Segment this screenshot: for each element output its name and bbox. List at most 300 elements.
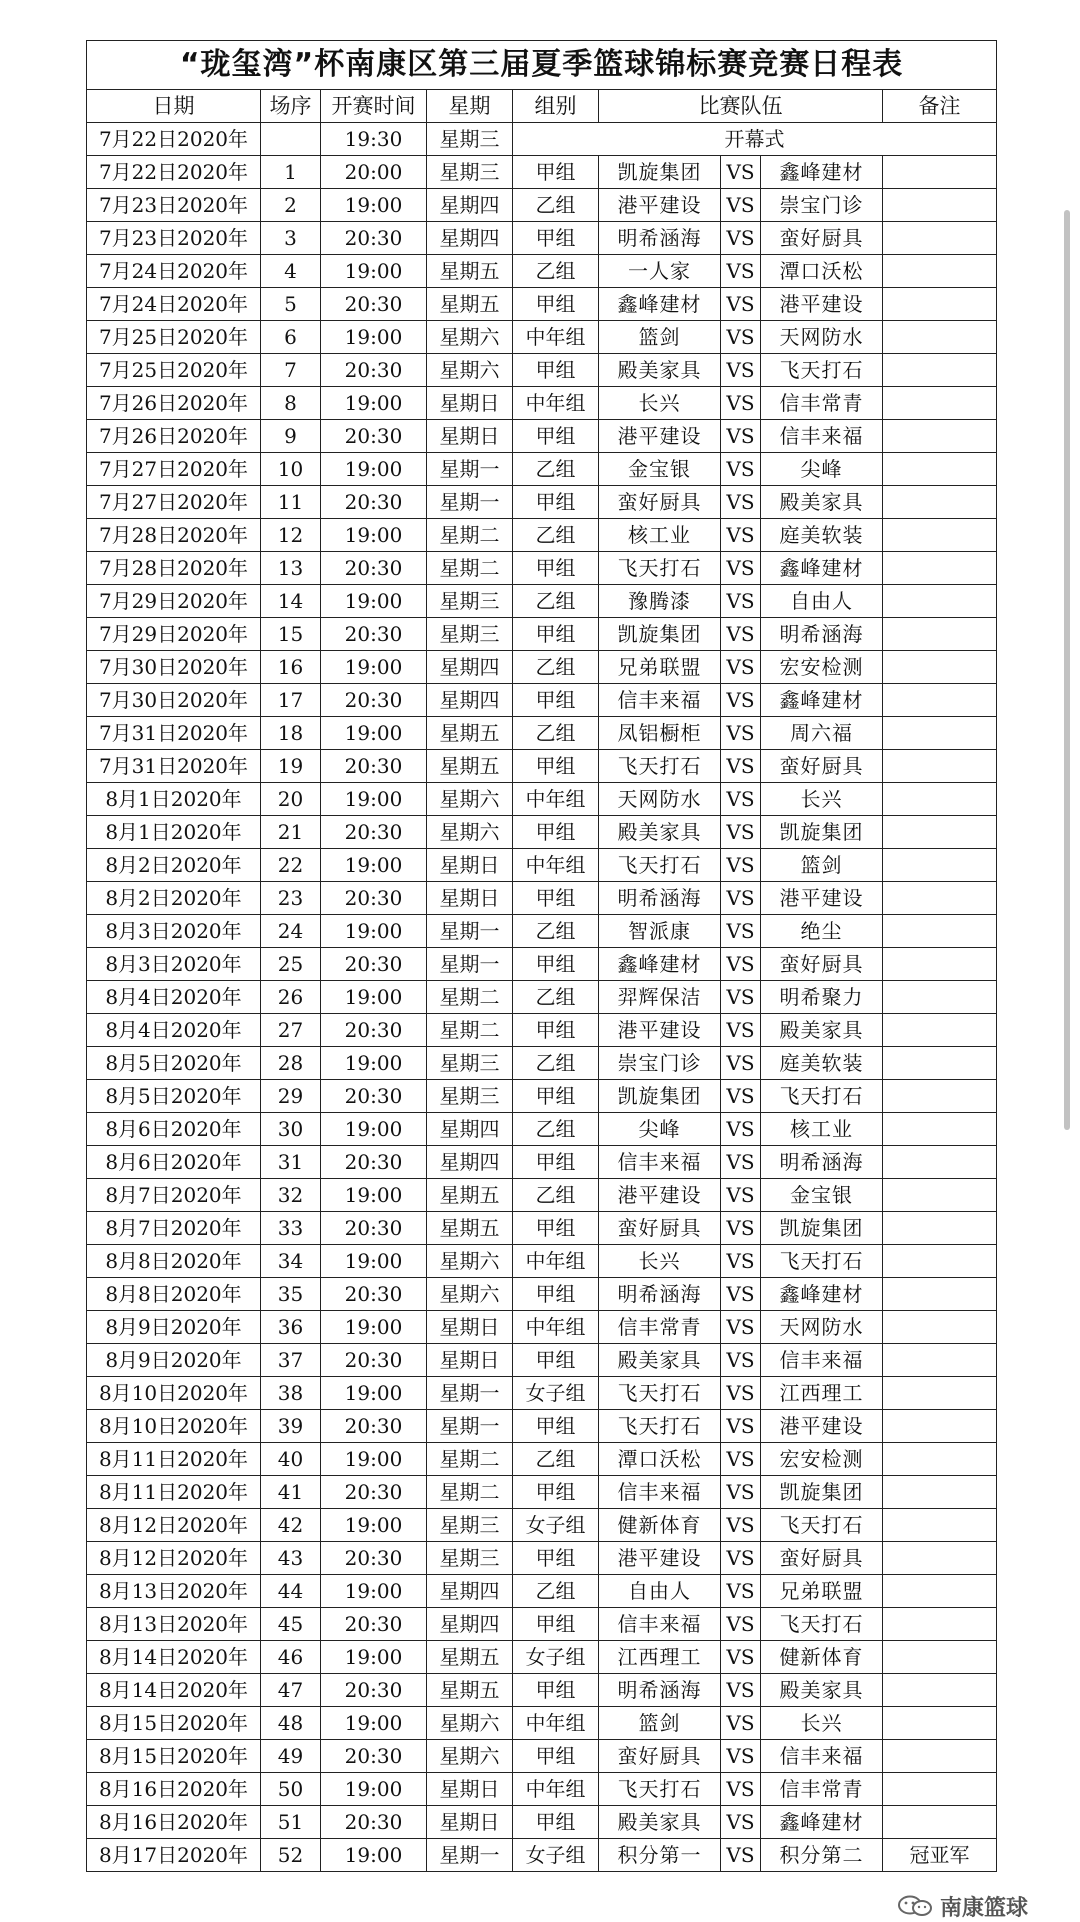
home-team: 兄弟联盟 [599, 651, 721, 684]
match-group: 中年组 [513, 321, 599, 354]
match-time: 19:00 [321, 585, 427, 618]
home-team: 飞天打石 [599, 1410, 721, 1443]
match-group: 甲组 [513, 222, 599, 255]
table-row [87, 1608, 997, 1641]
table-row [87, 222, 997, 255]
home-team: 鑫峰建材 [599, 948, 721, 981]
match-note [883, 1806, 997, 1839]
match-date: 7月29日2020年 [87, 585, 261, 618]
match-order: 40 [261, 1443, 321, 1476]
table-row [87, 717, 997, 750]
vs-label: VS [721, 156, 761, 189]
match-order: 47 [261, 1674, 321, 1707]
match-note [883, 1641, 997, 1674]
match-time: 19:00 [321, 651, 427, 684]
table-row [87, 1212, 997, 1245]
table-row [87, 420, 997, 453]
match-date: 7月29日2020年 [87, 618, 261, 651]
match-time: 20:30 [321, 222, 427, 255]
match-group: 甲组 [513, 156, 599, 189]
match-order: 21 [261, 816, 321, 849]
away-team: 信丰来福 [761, 1740, 883, 1773]
table-row [87, 1509, 997, 1542]
match-note [883, 585, 997, 618]
match-note [883, 420, 997, 453]
match-weekday: 星期四 [427, 651, 513, 684]
match-date: 8月16日2020年 [87, 1806, 261, 1839]
match-weekday: 星期四 [427, 1608, 513, 1641]
match-weekday: 星期五 [427, 1212, 513, 1245]
table-row [87, 1047, 997, 1080]
table-row [87, 849, 997, 882]
match-date: 8月5日2020年 [87, 1047, 261, 1080]
match-time: 19:00 [321, 1113, 427, 1146]
vs-label: VS [721, 1377, 761, 1410]
away-team: 宏安检测 [761, 1443, 883, 1476]
match-time: 19:00 [321, 321, 427, 354]
vs-label: VS [721, 1674, 761, 1707]
home-team: 信丰来福 [599, 1608, 721, 1641]
match-time: 19:00 [321, 849, 427, 882]
table-row [87, 1740, 997, 1773]
table-row [87, 552, 997, 585]
home-team: 凤铝橱柜 [599, 717, 721, 750]
match-order: 8 [261, 387, 321, 420]
match-group: 甲组 [513, 354, 599, 387]
match-group: 乙组 [513, 453, 599, 486]
match-time: 20:00 [321, 156, 427, 189]
table-row [87, 1014, 997, 1047]
match-weekday: 星期一 [427, 1410, 513, 1443]
scrollbar[interactable] [1064, 210, 1070, 1130]
match-weekday: 星期三 [427, 1542, 513, 1575]
home-team: 长兴 [599, 387, 721, 420]
away-team: 鑫峰建材 [761, 552, 883, 585]
match-weekday: 星期三 [427, 585, 513, 618]
vs-label: VS [721, 1047, 761, 1080]
home-team: 明希涵海 [599, 1674, 721, 1707]
match-group: 甲组 [513, 948, 599, 981]
match-weekday: 星期二 [427, 519, 513, 552]
match-date: 8月3日2020年 [87, 915, 261, 948]
match-group: 甲组 [513, 882, 599, 915]
match-order: 9 [261, 420, 321, 453]
table-row [87, 1443, 997, 1476]
table-row [87, 1641, 997, 1674]
home-team: 明希涵海 [599, 882, 721, 915]
vs-label: VS [721, 255, 761, 288]
away-team: 江西理工 [761, 1377, 883, 1410]
home-team: 港平建设 [599, 189, 721, 222]
match-date: 8月13日2020年 [87, 1608, 261, 1641]
match-time: 20:30 [321, 948, 427, 981]
match-note [883, 816, 997, 849]
table-row [87, 156, 997, 189]
page-title: “珑玺湾”杯南康区第三届夏季篮球锦标赛竞赛日程表 [87, 41, 997, 90]
vs-label: VS [721, 1773, 761, 1806]
away-team: 自由人 [761, 585, 883, 618]
match-weekday: 星期二 [427, 1443, 513, 1476]
match-weekday: 星期四 [427, 1575, 513, 1608]
opening-row [87, 123, 997, 156]
match-time: 19:00 [321, 1641, 427, 1674]
away-team: 飞天打石 [761, 1608, 883, 1641]
match-order: 18 [261, 717, 321, 750]
match-date: 8月14日2020年 [87, 1641, 261, 1674]
home-team: 信丰来福 [599, 684, 721, 717]
home-team: 飞天打石 [599, 1377, 721, 1410]
match-date: 8月9日2020年 [87, 1311, 261, 1344]
match-date: 7月26日2020年 [87, 387, 261, 420]
home-team: 豫腾漆 [599, 585, 721, 618]
vs-label: VS [721, 1410, 761, 1443]
away-team: 凯旋集团 [761, 816, 883, 849]
match-date: 7月26日2020年 [87, 420, 261, 453]
home-team: 长兴 [599, 1245, 721, 1278]
table-row [87, 453, 997, 486]
match-weekday: 星期五 [427, 288, 513, 321]
vs-label: VS [721, 981, 761, 1014]
match-note [883, 1278, 997, 1311]
vs-label: VS [721, 1014, 761, 1047]
match-time: 19:00 [321, 1179, 427, 1212]
match-time: 19:00 [321, 717, 427, 750]
match-time: 19:00 [321, 1839, 427, 1872]
home-team: 飞天打石 [599, 1773, 721, 1806]
away-team: 飞天打石 [761, 1509, 883, 1542]
match-group: 乙组 [513, 1047, 599, 1080]
match-note [883, 948, 997, 981]
match-order: 34 [261, 1245, 321, 1278]
vs-label: VS [721, 1113, 761, 1146]
home-team: 蛮好厨具 [599, 1740, 721, 1773]
match-order: 22 [261, 849, 321, 882]
match-date: 7月31日2020年 [87, 750, 261, 783]
table-row [87, 1575, 997, 1608]
match-note [883, 1080, 997, 1113]
match-weekday: 星期二 [427, 1014, 513, 1047]
table-row [87, 387, 997, 420]
match-group: 甲组 [513, 420, 599, 453]
home-team: 殿美家具 [599, 1806, 721, 1839]
table-row [87, 1245, 997, 1278]
away-team: 凯旋集团 [761, 1212, 883, 1245]
match-group: 甲组 [513, 1674, 599, 1707]
match-date: 8月8日2020年 [87, 1278, 261, 1311]
match-group: 甲组 [513, 1476, 599, 1509]
vs-label: VS [721, 387, 761, 420]
match-time: 19:00 [321, 1509, 427, 1542]
away-team: 蛮好厨具 [761, 750, 883, 783]
match-date: 8月3日2020年 [87, 948, 261, 981]
match-order: 24 [261, 915, 321, 948]
match-order: 2 [261, 189, 321, 222]
table-row [87, 1806, 997, 1839]
match-date: 7月30日2020年 [87, 684, 261, 717]
match-order: 6 [261, 321, 321, 354]
vs-label: VS [721, 420, 761, 453]
match-order: 28 [261, 1047, 321, 1080]
vs-label: VS [721, 189, 761, 222]
match-date: 7月22日2020年 [87, 156, 261, 189]
vs-label: VS [721, 684, 761, 717]
home-team: 崇宝门诊 [599, 1047, 721, 1080]
match-time: 20:30 [321, 684, 427, 717]
match-note [883, 915, 997, 948]
match-time: 19:00 [321, 1047, 427, 1080]
match-group: 甲组 [513, 1806, 599, 1839]
table-row [87, 1773, 997, 1806]
match-time: 19:00 [321, 915, 427, 948]
away-team: 港平建设 [761, 288, 883, 321]
match-order: 17 [261, 684, 321, 717]
match-group: 甲组 [513, 750, 599, 783]
home-team: 蛮好厨具 [599, 486, 721, 519]
away-team: 飞天打石 [761, 354, 883, 387]
table-row [87, 750, 997, 783]
match-order: 26 [261, 981, 321, 1014]
match-group: 中年组 [513, 387, 599, 420]
match-time: 20:30 [321, 354, 427, 387]
table-row [87, 1707, 997, 1740]
match-order: 52 [261, 1839, 321, 1872]
home-team: 港平建设 [599, 420, 721, 453]
match-date: 8月12日2020年 [87, 1542, 261, 1575]
vs-label: VS [721, 849, 761, 882]
away-team: 宏安检测 [761, 651, 883, 684]
away-team: 金宝银 [761, 1179, 883, 1212]
match-group: 乙组 [513, 1113, 599, 1146]
match-date: 8月7日2020年 [87, 1212, 261, 1245]
away-team: 尖峰 [761, 453, 883, 486]
match-time: 19:00 [321, 1707, 427, 1740]
match-note [883, 1179, 997, 1212]
match-group: 中年组 [513, 1773, 599, 1806]
match-time: 19:00 [321, 255, 427, 288]
match-order: 7 [261, 354, 321, 387]
match-weekday: 星期五 [427, 255, 513, 288]
match-group: 中年组 [513, 1245, 599, 1278]
match-weekday: 星期四 [427, 189, 513, 222]
match-date: 8月6日2020年 [87, 1113, 261, 1146]
table-row [87, 1146, 997, 1179]
table-row [87, 915, 997, 948]
header-note: 备注 [883, 90, 997, 123]
vs-label: VS [721, 1575, 761, 1608]
vs-label: VS [721, 1245, 761, 1278]
match-weekday: 星期三 [427, 1509, 513, 1542]
match-time: 20:30 [321, 1740, 427, 1773]
match-weekday: 星期三 [427, 156, 513, 189]
away-team: 殿美家具 [761, 1674, 883, 1707]
match-time: 20:30 [321, 552, 427, 585]
match-date: 8月8日2020年 [87, 1245, 261, 1278]
away-team: 明希聚力 [761, 981, 883, 1014]
match-date: 8月15日2020年 [87, 1740, 261, 1773]
match-date: 7月28日2020年 [87, 519, 261, 552]
home-team: 鑫峰建材 [599, 288, 721, 321]
match-order: 44 [261, 1575, 321, 1608]
match-note [883, 453, 997, 486]
vs-label: VS [721, 1641, 761, 1674]
match-date: 8月5日2020年 [87, 1080, 261, 1113]
vs-label: VS [721, 717, 761, 750]
away-team: 崇宝门诊 [761, 189, 883, 222]
away-team: 长兴 [761, 1707, 883, 1740]
match-weekday: 星期一 [427, 1377, 513, 1410]
match-note [883, 189, 997, 222]
match-order: 1 [261, 156, 321, 189]
match-group: 乙组 [513, 1443, 599, 1476]
match-order: 13 [261, 552, 321, 585]
match-order: 41 [261, 1476, 321, 1509]
home-team: 篮剑 [599, 321, 721, 354]
match-time: 20:30 [321, 420, 427, 453]
match-date: 8月10日2020年 [87, 1410, 261, 1443]
match-time: 20:30 [321, 1608, 427, 1641]
match-date: 7月23日2020年 [87, 222, 261, 255]
match-order: 49 [261, 1740, 321, 1773]
match-order: 38 [261, 1377, 321, 1410]
match-order: 11 [261, 486, 321, 519]
match-date: 8月2日2020年 [87, 882, 261, 915]
match-note [883, 1509, 997, 1542]
home-team: 健新体育 [599, 1509, 721, 1542]
match-group: 甲组 [513, 1740, 599, 1773]
match-note [883, 1707, 997, 1740]
match-weekday: 星期六 [427, 783, 513, 816]
match-group: 甲组 [513, 1146, 599, 1179]
match-date: 7月23日2020年 [87, 189, 261, 222]
vs-label: VS [721, 1179, 761, 1212]
match-note [883, 981, 997, 1014]
match-group: 甲组 [513, 1608, 599, 1641]
match-time: 19:00 [321, 453, 427, 486]
match-group: 乙组 [513, 651, 599, 684]
match-weekday: 星期日 [427, 882, 513, 915]
away-team: 积分第二 [761, 1839, 883, 1872]
match-note [883, 486, 997, 519]
match-order: 50 [261, 1773, 321, 1806]
vs-label: VS [721, 882, 761, 915]
match-group: 中年组 [513, 783, 599, 816]
table-row [87, 816, 997, 849]
vs-label: VS [721, 486, 761, 519]
match-note [883, 1344, 997, 1377]
vs-label: VS [721, 1608, 761, 1641]
home-team: 凯旋集团 [599, 156, 721, 189]
match-group: 甲组 [513, 486, 599, 519]
match-time: 20:30 [321, 486, 427, 519]
away-team: 长兴 [761, 783, 883, 816]
match-order: 32 [261, 1179, 321, 1212]
match-order: 42 [261, 1509, 321, 1542]
match-weekday: 星期一 [427, 453, 513, 486]
away-team: 蛮好厨具 [761, 222, 883, 255]
away-team: 港平建设 [761, 882, 883, 915]
vs-label: VS [721, 618, 761, 651]
match-order: 12 [261, 519, 321, 552]
match-group: 甲组 [513, 552, 599, 585]
table-row [87, 1311, 997, 1344]
match-group: 乙组 [513, 1575, 599, 1608]
match-time: 20:30 [321, 816, 427, 849]
match-weekday: 星期日 [427, 387, 513, 420]
match-weekday: 星期日 [427, 420, 513, 453]
away-team: 飞天打石 [761, 1080, 883, 1113]
match-date: 7月25日2020年 [87, 321, 261, 354]
match-order: 33 [261, 1212, 321, 1245]
table-row [87, 882, 997, 915]
away-team: 明希涵海 [761, 618, 883, 651]
match-weekday: 星期三 [427, 618, 513, 651]
match-note [883, 1476, 997, 1509]
table-row [87, 1113, 997, 1146]
away-team: 潭口沃松 [761, 255, 883, 288]
home-team: 港平建设 [599, 1014, 721, 1047]
match-order: 19 [261, 750, 321, 783]
match-group: 甲组 [513, 1410, 599, 1443]
home-team: 信丰来福 [599, 1146, 721, 1179]
match-date: 8月1日2020年 [87, 816, 261, 849]
away-team: 明希涵海 [761, 1146, 883, 1179]
match-note [883, 783, 997, 816]
vs-label: VS [721, 1476, 761, 1509]
match-time: 20:30 [321, 1146, 427, 1179]
vs-label: VS [721, 552, 761, 585]
vs-label: VS [721, 288, 761, 321]
match-time: 20:30 [321, 1542, 427, 1575]
table-row [87, 1377, 997, 1410]
match-note [883, 882, 997, 915]
match-date: 7月24日2020年 [87, 255, 261, 288]
vs-label: VS [721, 1509, 761, 1542]
vs-label: VS [721, 222, 761, 255]
home-team: 蛮好厨具 [599, 1212, 721, 1245]
match-date: 8月7日2020年 [87, 1179, 261, 1212]
match-weekday: 星期三 [427, 1047, 513, 1080]
match-weekday: 星期日 [427, 849, 513, 882]
opening-date: 7月22日2020年 [87, 123, 261, 156]
header-group: 组别 [513, 90, 599, 123]
match-order: 15 [261, 618, 321, 651]
match-weekday: 星期六 [427, 354, 513, 387]
match-group: 甲组 [513, 684, 599, 717]
match-order: 4 [261, 255, 321, 288]
vs-label: VS [721, 750, 761, 783]
vs-label: VS [721, 321, 761, 354]
match-time: 19:00 [321, 189, 427, 222]
vs-label: VS [721, 1212, 761, 1245]
away-team: 绝尘 [761, 915, 883, 948]
away-team: 蛮好厨具 [761, 948, 883, 981]
table-row [87, 519, 997, 552]
match-date: 8月9日2020年 [87, 1344, 261, 1377]
home-team: 羿辉保洁 [599, 981, 721, 1014]
match-group: 甲组 [513, 618, 599, 651]
home-team: 凯旋集团 [599, 618, 721, 651]
away-team: 信丰常青 [761, 1773, 883, 1806]
match-group: 甲组 [513, 1542, 599, 1575]
vs-label: VS [721, 915, 761, 948]
home-team: 江西理工 [599, 1641, 721, 1674]
match-note [883, 354, 997, 387]
match-date: 8月11日2020年 [87, 1476, 261, 1509]
home-team: 金宝银 [599, 453, 721, 486]
match-date: 7月27日2020年 [87, 453, 261, 486]
away-team: 鑫峰建材 [761, 1806, 883, 1839]
match-date: 8月10日2020年 [87, 1377, 261, 1410]
